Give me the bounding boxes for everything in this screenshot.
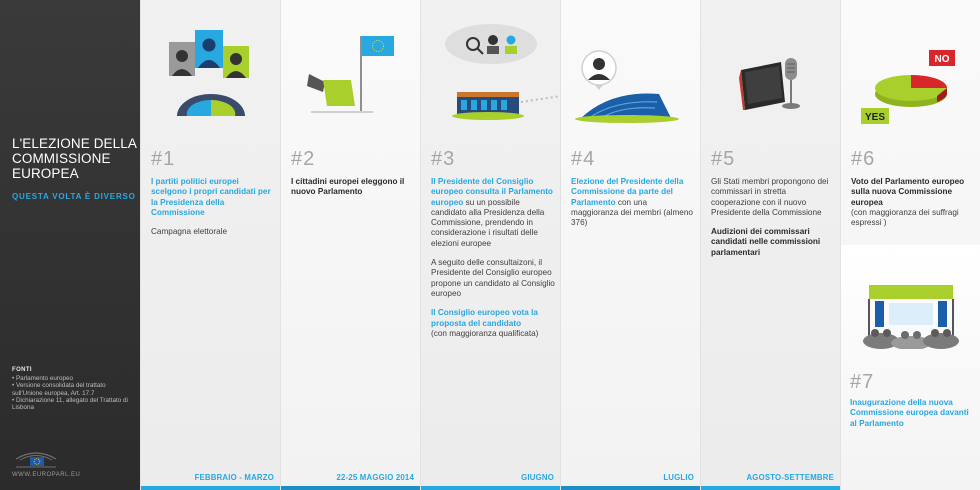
source-item: • Parlamento europeo — [12, 375, 134, 382]
step-number: #1 — [151, 148, 176, 170]
hearings-microphone-icon — [701, 20, 841, 130]
source-item: • Dichiarazione 11, allegato del Trattato di Lisbona — [12, 397, 134, 412]
step-text — [291, 177, 415, 207]
vote-pie-icon — [841, 20, 980, 130]
step-text — [711, 177, 835, 267]
timeline-bar — [141, 486, 281, 490]
step-body: (con maggioranza dei suffragi espressi ) — [851, 207, 959, 228]
step-number: #6 — [851, 148, 876, 170]
ballot-vote-icon — [281, 20, 421, 130]
source-item: • Versione consolidata del trattato sull'Unione europea, Art. 17.7 — [12, 382, 134, 397]
step-number: #7 — [850, 371, 875, 393]
step-text — [851, 177, 975, 228]
step-note: Campagna elettorale — [151, 227, 228, 237]
step-highlight: I cittadini europei eleggono il nuovo Parlamento — [291, 177, 405, 197]
step-body: (con maggioranza qualificata) — [431, 328, 539, 338]
step-number: #4 — [571, 148, 596, 170]
step-column-5 — [700, 0, 840, 490]
sidebar — [0, 0, 140, 490]
step-strong: Voto del Parlamento europeo sulla nuova Commissione europea — [851, 177, 965, 207]
timeline-bar — [281, 486, 421, 490]
step-date: FEBBRAIO - MARZO — [194, 473, 274, 482]
parliament-election-icon — [561, 20, 701, 130]
step-highlight: I partiti politici europei scelgono i propri candidati per la Presidenza della Commissione — [151, 177, 271, 217]
timeline-bar — [701, 486, 841, 490]
yes-label: YES — [864, 112, 886, 123]
step-column-7 — [841, 245, 980, 490]
sources-list — [12, 375, 134, 411]
timeline-bar — [421, 486, 561, 490]
step-body: A seguito delle consultaizoni, il Presidente del Consiglio europeo propone un candidato al Consiglio europeo — [431, 258, 555, 298]
step-number: #5 — [711, 148, 736, 170]
step-date: AGOSTO-SETTEMBRE — [746, 473, 834, 482]
step-column-2 — [280, 0, 420, 490]
sources-heading: FONTI — [12, 367, 32, 373]
council-consultation-icon — [421, 20, 561, 130]
timeline-bar — [561, 486, 701, 490]
inauguration-ceremony-icon — [841, 277, 980, 349]
step-text — [431, 177, 555, 339]
step-column-3 — [420, 0, 560, 490]
step-column-1 — [140, 0, 280, 490]
step-highlight: Il Presidente del Consiglio europeo consulta il Parlamento europeo — [431, 177, 553, 207]
page-title: L'ELEZIONE DELLA COMMISSIONE EUROPEA — [12, 136, 137, 181]
step-highlight: Inaugurazione della nuova Commissione europea davanti al Parlamento — [850, 398, 969, 428]
no-label: NO — [934, 54, 950, 65]
page-subtitle: QUESTA VOLTA È DIVERSO — [12, 192, 136, 201]
step-date: GIUGNO — [521, 473, 554, 482]
step-number: #3 — [431, 148, 456, 170]
step-text — [151, 177, 275, 246]
candidates-icon — [141, 20, 281, 130]
step-number: #2 — [291, 148, 316, 170]
step-highlight: Elezione del Presidente della Commissione da parte del Parlamento — [571, 177, 684, 207]
step-body: su un possibile candidato alla Presidenza della Commissione, prendendo in considerazione i risultati delle elezioni europee — [431, 197, 545, 248]
step-column-4 — [560, 0, 700, 490]
europarl-logo-icon — [14, 445, 58, 469]
site-url: WWW.EUROPARL.EU — [12, 472, 81, 478]
step-body: Gli Stati membri propongono dei commissari in stretta cooperazione con il nuovo Presidente della Commissione — [711, 177, 829, 217]
step-text — [571, 177, 695, 237]
step-body: con una maggioranza dei membri (almeno 376) — [571, 197, 693, 228]
step-date: LUGLIO — [663, 473, 694, 482]
step-highlight: Il Consiglio europeo vota la proposta del candidato — [431, 308, 538, 328]
step-date: 22-25 MAGGIO 2014 — [336, 473, 414, 482]
step-strong: Audizioni dei commissari candidati nelle commissioni parlamentari — [711, 227, 821, 257]
